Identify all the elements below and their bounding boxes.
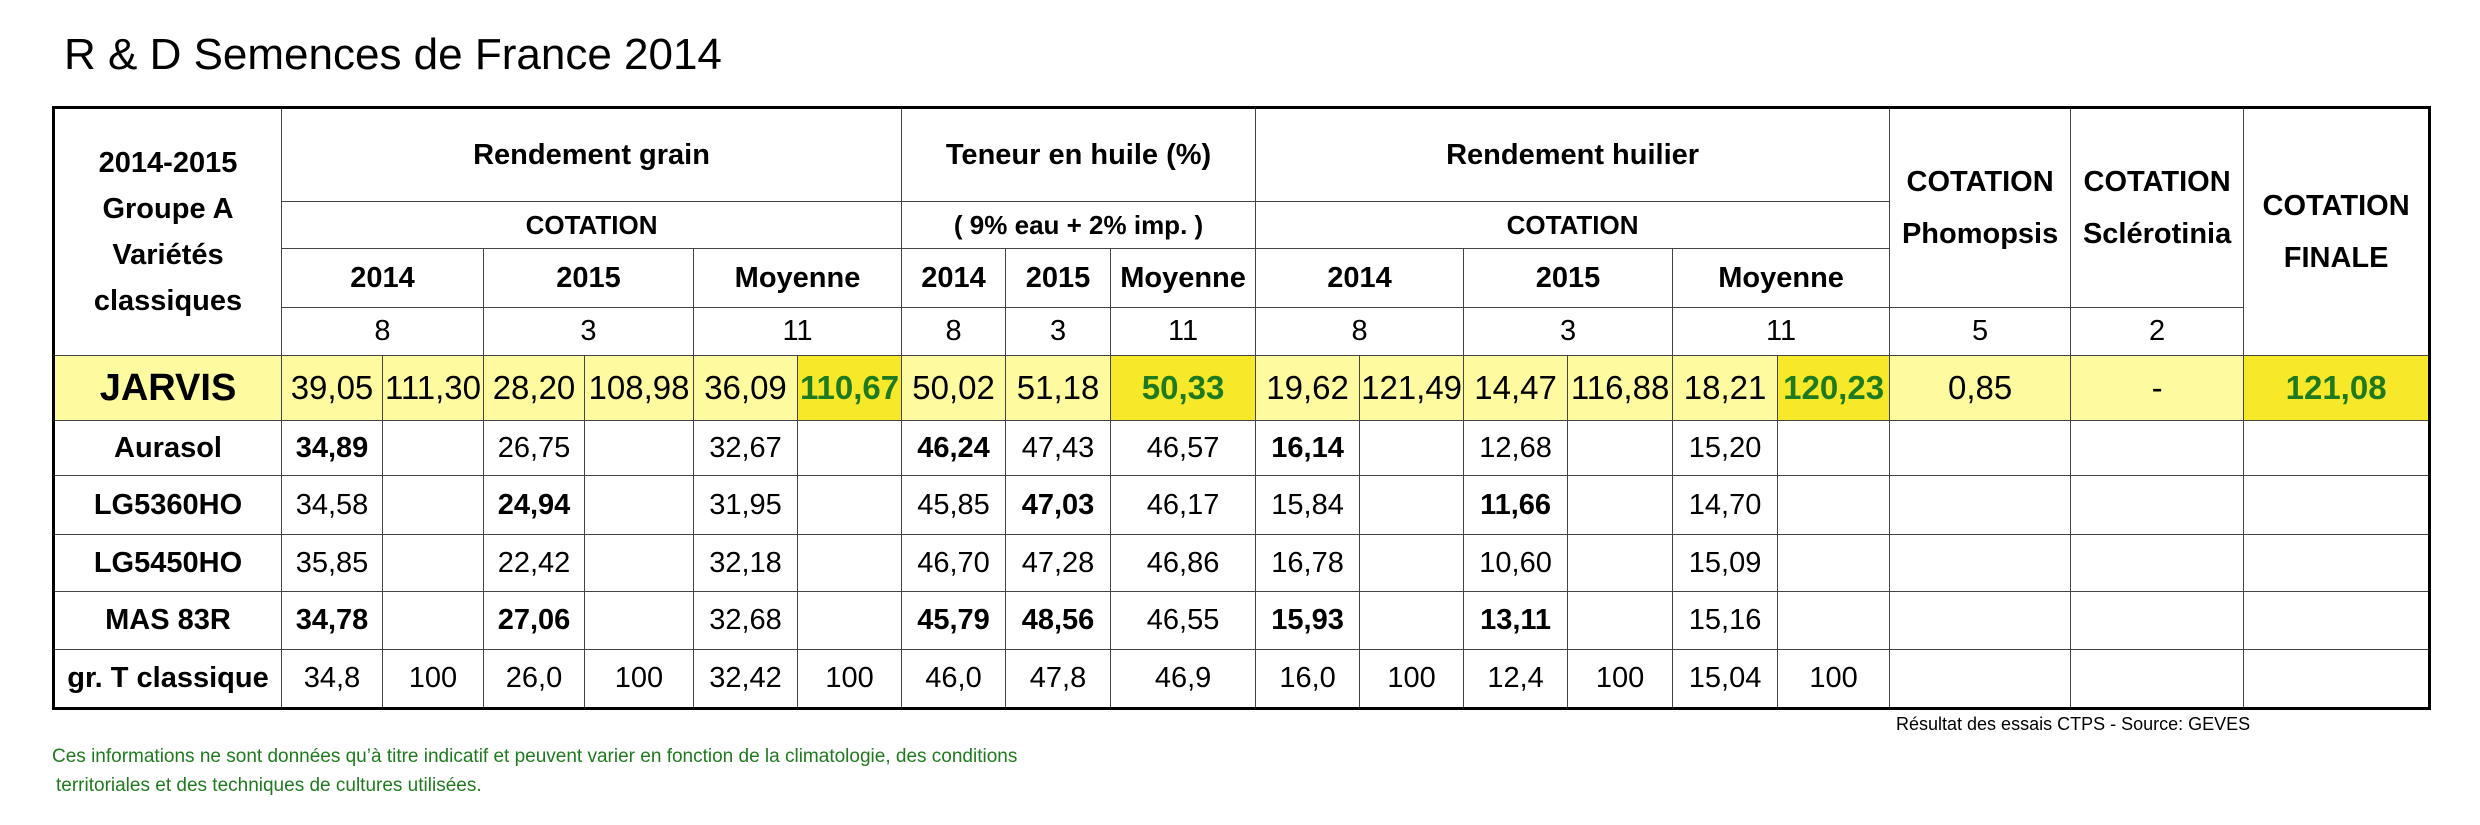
table-cell: 16,0 (1256, 650, 1360, 709)
table-cell: 108,98 (585, 356, 694, 421)
table-cell: 46,17 (1111, 476, 1256, 535)
table-cell: 46,9 (1111, 650, 1256, 709)
header-line: Sclérotinia (2082, 218, 2232, 250)
variety-name: Aurasol (54, 421, 282, 476)
table-cell: 26,0 (484, 650, 585, 709)
table-cell (383, 535, 484, 592)
table-cell: 36,09 (694, 356, 798, 421)
table-cell: 46,57 (1111, 421, 1256, 476)
variety-name: LG5450HO (54, 535, 282, 592)
header-line: COTATION (1906, 166, 2054, 198)
table-cell (585, 535, 694, 592)
table-cell: 46,24 (902, 421, 1006, 476)
table-cell (585, 421, 694, 476)
essais-count: 8 (1256, 308, 1464, 356)
table-row (54, 535, 2430, 592)
table-cell: 100 (1778, 650, 1890, 709)
corner-line: 2014-2015 (98, 147, 238, 179)
essais-count: 3 (1464, 308, 1673, 356)
table-cell: 46,55 (1111, 592, 1256, 650)
subheader-huilier: COTATION (1256, 202, 1890, 249)
table-cell (1568, 476, 1673, 535)
variety-name: JARVIS (54, 356, 282, 421)
table-cell: 14,70 (1673, 476, 1778, 535)
table-cell: 46,70 (902, 535, 1006, 592)
table-cell: 24,94 (484, 476, 585, 535)
table-cell (798, 476, 902, 535)
table-cell (2071, 650, 2244, 709)
table-cell: 121,49 (1360, 356, 1464, 421)
table-cell (1778, 535, 1890, 592)
header-line: FINALE (2283, 242, 2389, 274)
year-header: 2015 (1464, 249, 1673, 308)
table-cell (1890, 421, 2071, 476)
variety-name: LG5360HO (54, 476, 282, 535)
table-cell (1568, 421, 1673, 476)
table-cell: - (2071, 356, 2244, 421)
table-cell: 47,8 (1006, 650, 1111, 709)
table-cell (2244, 535, 2430, 592)
table-cell (1890, 650, 2071, 709)
table-cell (1568, 535, 1673, 592)
year-header: 2015 (1006, 249, 1111, 308)
table-row (54, 650, 2430, 709)
table-cell: 32,68 (694, 592, 798, 650)
table-cell: 34,89 (282, 421, 383, 476)
table-cell: 28,20 (484, 356, 585, 421)
table-cell: 34,78 (282, 592, 383, 650)
year-header: 2015 (484, 249, 694, 308)
essais-count: 11 (694, 308, 902, 356)
source-note: Résultat des essais CTPS - Source: GEVES (1896, 714, 2251, 734)
table-cell: 51,18 (1006, 356, 1111, 421)
essais-count: 8 (902, 308, 1006, 356)
year-header: Moyenne (694, 249, 902, 308)
table-cell (1890, 476, 2071, 535)
table-cell (2071, 421, 2244, 476)
table-cell (1360, 535, 1464, 592)
table-cell: 39,05 (282, 356, 383, 421)
header-rendement-huilier: Rendement huilier (1256, 108, 1890, 202)
table-cell: 19,62 (1256, 356, 1360, 421)
table-cell (2071, 535, 2244, 592)
header-cotation-phomopsis (1890, 108, 2071, 308)
table-cell: 34,58 (282, 476, 383, 535)
table-cell (585, 476, 694, 535)
year-header: Moyenne (1673, 249, 1890, 308)
table-corner-header (54, 108, 282, 356)
table-cell: 35,85 (282, 535, 383, 592)
table-cell: 15,93 (1256, 592, 1360, 650)
table-cell (1778, 421, 1890, 476)
table-cell: 100 (383, 650, 484, 709)
table-cell (2244, 592, 2430, 650)
essais-count: 11 (1111, 308, 1256, 356)
table-cell (383, 421, 484, 476)
highlight-cell: 120,23 (1778, 356, 1890, 421)
table-cell: 0,85 (1890, 356, 2071, 421)
table-cell: 100 (1360, 650, 1464, 709)
table-cell: 12,4 (1464, 650, 1568, 709)
essais-count: 8 (282, 308, 484, 356)
table-cell: 18,21 (1673, 356, 1778, 421)
table-cell (2244, 476, 2430, 535)
table-cell (2071, 592, 2244, 650)
table-cell: 50,02 (902, 356, 1006, 421)
table-cell: 32,18 (694, 535, 798, 592)
table-cell (1360, 421, 1464, 476)
table-cell: 16,14 (1256, 421, 1360, 476)
table-cell: 45,85 (902, 476, 1006, 535)
corner-line: Groupe A (102, 193, 234, 225)
variety-name: gr. T classique (54, 650, 282, 709)
table-cell (798, 535, 902, 592)
year-header: 2014 (902, 249, 1006, 308)
page-title: R & D Semences de France 2014 (64, 30, 722, 79)
highlight-cell: 110,67 (798, 356, 902, 421)
header-line: COTATION (2262, 190, 2410, 222)
table-cell: 15,09 (1673, 535, 1778, 592)
highlight-cell: 50,33 (1111, 356, 1256, 421)
variety-name: MAS 83R (54, 592, 282, 650)
table-cell (383, 592, 484, 650)
table-cell (2071, 476, 2244, 535)
corner-line: classiques (93, 285, 243, 317)
table-cell: 100 (798, 650, 902, 709)
table-cell: 45,79 (902, 592, 1006, 650)
table-cell (798, 592, 902, 650)
table-cell: 34,8 (282, 650, 383, 709)
header-cotation-sclerotinia (2071, 108, 2244, 308)
table-cell: 26,75 (484, 421, 585, 476)
header-line: Phomopsis (1901, 218, 2059, 250)
table-cell: 12,68 (1464, 421, 1568, 476)
table-cell: 27,06 (484, 592, 585, 650)
table-cell: 47,28 (1006, 535, 1111, 592)
table-row (54, 421, 2430, 476)
table-cell: 48,56 (1006, 592, 1111, 650)
table-cell: 15,20 (1673, 421, 1778, 476)
table-cell: 15,04 (1673, 650, 1778, 709)
subheader-huile: ( 9% eau + 2% imp. ) (902, 202, 1256, 249)
essais-count: 11 (1673, 308, 1890, 356)
table-cell: 11,66 (1464, 476, 1568, 535)
table-cell (1778, 592, 1890, 650)
table-cell: 46,86 (1111, 535, 1256, 592)
table-cell (798, 421, 902, 476)
table-cell: 100 (585, 650, 694, 709)
table-row (54, 592, 2430, 650)
table-row (54, 476, 2430, 535)
table-cell: 111,30 (383, 356, 484, 421)
table-cell: 116,88 (1568, 356, 1673, 421)
table-cell (1360, 476, 1464, 535)
table-cell: 16,78 (1256, 535, 1360, 592)
header-line: COTATION (2083, 166, 2231, 198)
table-cell: 15,84 (1256, 476, 1360, 535)
disclaimer-line: Ces informations ne sont données qu’à titre indicatif et peuvent varier en fonction de la climatologie, des conditions (52, 746, 1018, 767)
essais-count: 5 (1890, 308, 2071, 356)
header-cotation-finale (2244, 108, 2430, 356)
disclaimer-note (52, 742, 1017, 800)
corner-line: Variétés (112, 239, 224, 271)
header-teneur-huile: Teneur en huile (%) (902, 108, 1256, 202)
table-cell (1890, 535, 2071, 592)
table-cell (1360, 592, 1464, 650)
essais-count: 3 (1006, 308, 1111, 356)
subheader-grain: COTATION (282, 202, 902, 249)
table-cell: 10,60 (1464, 535, 1568, 592)
table-cell: 32,42 (694, 650, 798, 709)
table-cell: 46,0 (902, 650, 1006, 709)
table-cell: 47,43 (1006, 421, 1111, 476)
table-cell: 14,47 (1464, 356, 1568, 421)
header-rendement-grain: Rendement grain (282, 108, 902, 202)
table-cell: 22,42 (484, 535, 585, 592)
year-header: 2014 (1256, 249, 1464, 308)
year-header: 2014 (282, 249, 484, 308)
table-cell (2244, 421, 2430, 476)
table-cell (383, 476, 484, 535)
table-cell: 15,16 (1673, 592, 1778, 650)
table-cell (2244, 650, 2430, 709)
year-header: Moyenne (1111, 249, 1256, 308)
highlight-cell: 121,08 (2244, 356, 2430, 421)
table-cell (585, 592, 694, 650)
table-cell: 100 (1568, 650, 1673, 709)
disclaimer-line: territoriales et des techniques de cultures utilisées. (56, 775, 482, 796)
table-cell: 31,95 (694, 476, 798, 535)
table-cell: 47,03 (1006, 476, 1111, 535)
essais-count: 3 (484, 308, 694, 356)
table-cell (1890, 592, 2071, 650)
essais-count: 2 (2071, 308, 2244, 356)
table-cell: 32,67 (694, 421, 798, 476)
table-cell: 13,11 (1464, 592, 1568, 650)
results-table (52, 106, 2431, 710)
table-row-jarvis (54, 356, 2430, 421)
table-cell (1778, 476, 1890, 535)
table-cell (1568, 592, 1673, 650)
